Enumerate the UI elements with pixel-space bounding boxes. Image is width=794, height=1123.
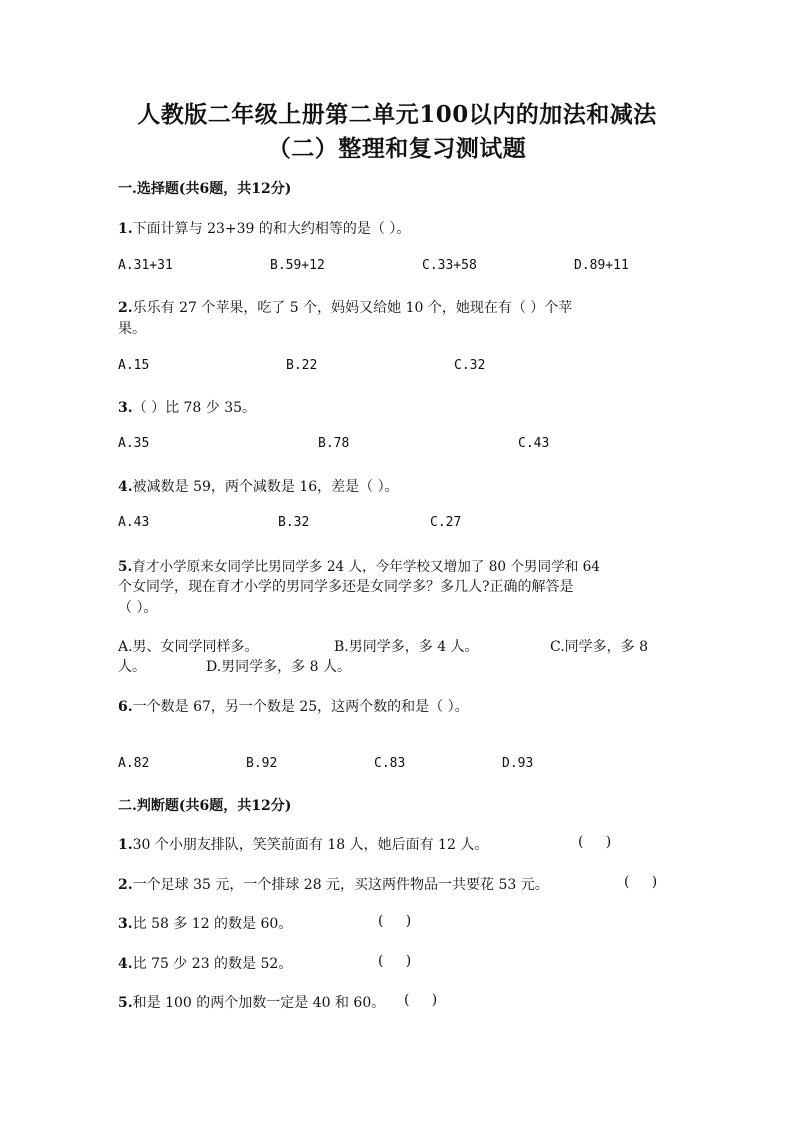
option-b: B.59+12: [270, 258, 325, 273]
answer-parentheses[interactable]: ( ): [378, 913, 412, 929]
question-text: 和是 100 的两个加数一定是 40 和 60。: [132, 995, 386, 1011]
answer-parentheses[interactable]: ( ): [578, 834, 612, 850]
question-number: 6.: [118, 699, 133, 715]
option-c: C.32: [454, 358, 486, 373]
question-text: 比 75 少 23 的数是 52。: [132, 956, 293, 972]
question-text: 育才小学原来女同学比男同学多 24 人，今年学校又增加了 80 个男同学和 64: [132, 559, 600, 575]
question-text: 一个足球 35 元，一个排球 28 元，买这两件物品一共要花 53 元。: [132, 877, 549, 893]
question-number: 3.: [118, 916, 133, 932]
question-number: 1.: [118, 837, 133, 853]
option-c: C.83: [374, 756, 406, 771]
judge-question-4: [118, 953, 292, 973]
option-b: B.32: [278, 515, 310, 530]
option-c: C.33+58: [422, 258, 477, 273]
question-text-continued: （ ）。: [118, 600, 158, 616]
judge-question-1: [118, 834, 488, 854]
option-b: B.78: [318, 436, 350, 451]
option-c: C.27: [430, 515, 462, 530]
judge-question-2: [118, 874, 549, 894]
answer-parentheses[interactable]: ( ): [404, 992, 438, 1008]
question-number: 4.: [118, 479, 133, 495]
option-a: A.31+31: [118, 258, 173, 273]
option-b: B.22: [286, 358, 318, 373]
question-text: 30 个小朋友排队，笑笑前面有 18 人，她后面有 12 人。: [132, 837, 489, 853]
question-number: 3.: [118, 400, 133, 416]
option-a: A.43: [118, 515, 150, 530]
option-b: B.男同学多，多 4 人。: [334, 639, 479, 655]
answer-parentheses[interactable]: ( ): [624, 874, 658, 890]
title-line-2: （二）整理和复习测试题: [267, 135, 527, 162]
choice-question-2: [118, 297, 572, 317]
option-a: A.35: [118, 436, 150, 451]
choice-question-4: [118, 476, 399, 496]
question-number: 2.: [118, 877, 133, 893]
option-d: D.男同学多，多 8 人。: [206, 659, 351, 675]
question-number: 1.: [118, 221, 133, 237]
title-line-1: 人教版二年级上册第二单元100以内的加法和减法: [137, 101, 657, 128]
question-text: 下面计算与 23+39 的和大约相等的是（ ）。: [132, 221, 411, 237]
option-a: A.15: [118, 358, 150, 373]
option-d: D.89+11: [574, 258, 629, 273]
option-a: A.82: [118, 756, 150, 771]
question-text: 乐乐有 27 个苹果，吃了 5 个，妈妈又给她 10 个，她现在有（ ）个苹: [132, 300, 573, 316]
option-c-continued: 人。: [118, 659, 146, 675]
question-text: 一个数是 67，另一个数是 25，这两个数的和是（ ）。: [132, 699, 469, 715]
question-text-continued: 果。: [118, 321, 146, 337]
section-heading-judge: 二.判断题(共6题，共12分): [118, 798, 292, 814]
judge-question-3: [118, 913, 292, 933]
question-text-continued: 个女同学，现在育才小学的男同学多还是女同学多？多几人?正确的解答是: [118, 579, 574, 595]
question-text: 比 58 多 12 的数是 60。: [132, 916, 293, 932]
question-number: 5.: [118, 559, 133, 575]
choice-question-5: [118, 555, 600, 575]
option-c: C.同学多，多 8: [550, 639, 649, 655]
section-heading-choice: 一.选择题(共6题，共12分): [118, 181, 292, 197]
question-text: 被减数是 59，两个减数是 16，差是（ ）。: [132, 479, 399, 495]
judge-question-5: [118, 992, 385, 1012]
option-d: D.93: [502, 756, 534, 771]
choice-question-6: [118, 696, 469, 716]
question-number: 4.: [118, 956, 133, 972]
option-a: A.男、女同学同样多。: [118, 639, 259, 655]
answer-parentheses[interactable]: ( ): [378, 953, 412, 969]
option-b: B.92: [246, 756, 278, 771]
question-number: 2.: [118, 300, 133, 316]
choice-question-3: [118, 397, 256, 417]
question-text: （ ）比 78 少 35。: [132, 400, 257, 416]
option-c: C.43: [518, 436, 550, 451]
choice-question-1: [118, 218, 410, 238]
question-number: 5.: [118, 995, 133, 1011]
